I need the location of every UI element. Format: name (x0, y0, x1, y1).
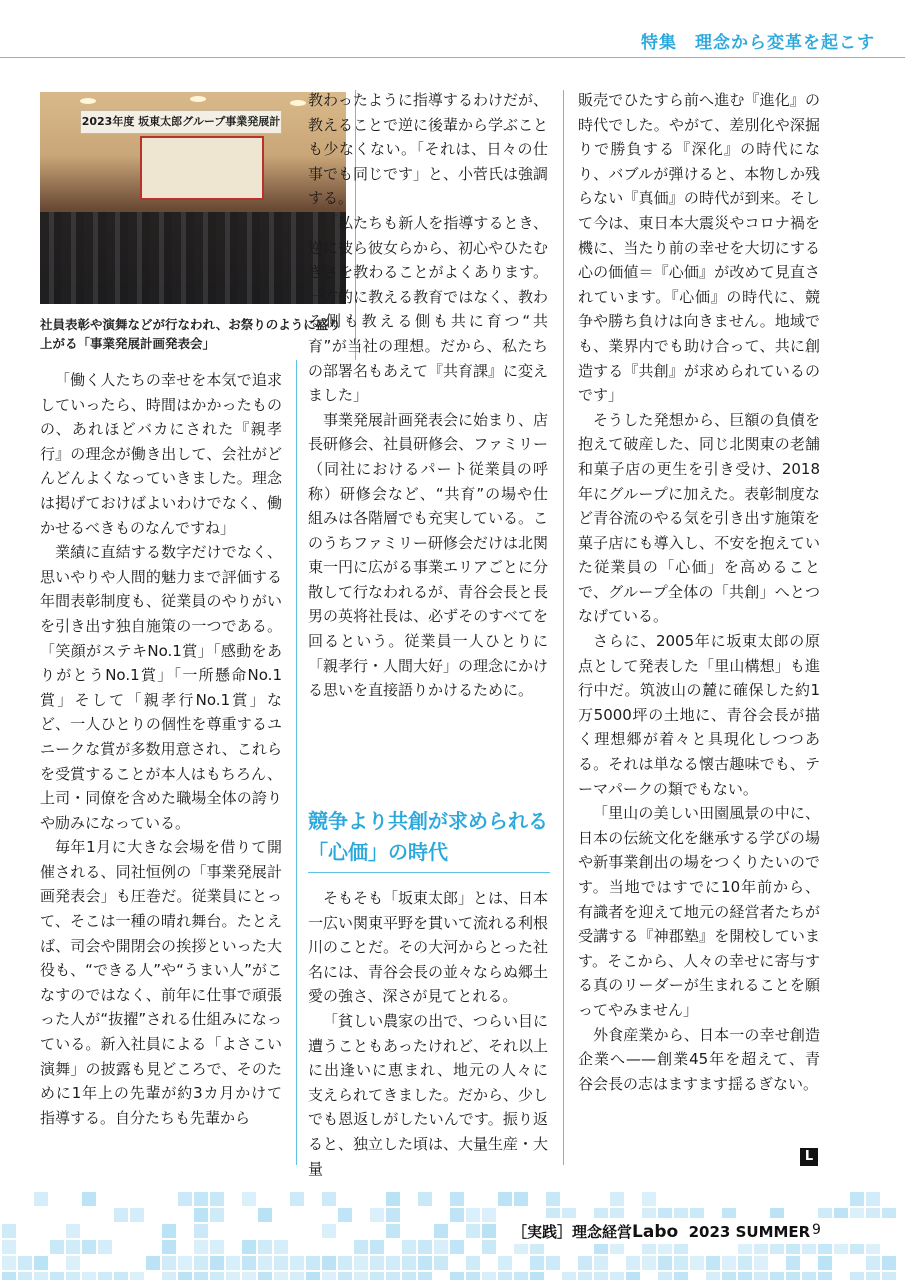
mosaic-tile (386, 1208, 400, 1222)
column-1 (40, 368, 282, 1130)
mosaic-tile (50, 1240, 64, 1254)
mosaic-tile (498, 1192, 512, 1206)
mosaic-tile (658, 1256, 672, 1270)
mosaic-tile (18, 1256, 32, 1270)
mosaic-tile (642, 1192, 656, 1206)
mosaic-tile (242, 1240, 256, 1254)
mosaic-tile (882, 1272, 896, 1280)
mosaic-tile (434, 1256, 448, 1270)
mosaic-tile (386, 1256, 400, 1270)
mosaic-tile (258, 1208, 272, 1222)
mosaic-tile (114, 1272, 128, 1280)
mosaic-tile (418, 1192, 432, 1206)
mosaic-tile (370, 1240, 384, 1254)
column-2-continued (308, 886, 548, 1181)
mosaic-tile (354, 1240, 368, 1254)
mosaic-tile (706, 1256, 720, 1270)
mosaic-tile (466, 1224, 480, 1238)
mosaic-tile (98, 1272, 112, 1280)
mosaic-tile (450, 1192, 464, 1206)
magazine-prefix: ［実践］理念経営 (512, 1223, 633, 1241)
paragraph: 販売でひたすら前へ進む『進化』の時代でした。やがて、差別化や深掘りで勝負する『深化』の時代になり、バブルが弾けると、本物しか残らない『真価』の時代が到来。そして今は、東日本大震災やコロナ禍を機に、当たり前の幸せを大切にする心の価値＝『心価』が改めて見直されています。『心価』の時代に、競争や勝ち負けは向きません。地域でも、業界内でも助け合って、共に創造する『共創』が求められているのです」 (578, 91, 820, 405)
mosaic-tile (34, 1272, 48, 1280)
mosaic-tile (434, 1224, 448, 1238)
mosaic-tile (450, 1240, 464, 1254)
mosaic-tile (722, 1256, 736, 1270)
mosaic-tile (370, 1272, 384, 1280)
mosaic-tile (498, 1272, 512, 1280)
mosaic-tile (354, 1272, 368, 1280)
mosaic-tile (546, 1192, 560, 1206)
mosaic-tile (178, 1256, 192, 1270)
mosaic-tile (850, 1192, 864, 1206)
mosaic-tile (162, 1240, 176, 1254)
mosaic-tile (786, 1272, 800, 1280)
mosaic-tile (418, 1272, 432, 1280)
mosaic-tile (338, 1272, 352, 1280)
mosaic-tile (594, 1256, 608, 1270)
mosaic-tile (338, 1208, 352, 1222)
mosaic-tile (386, 1192, 400, 1206)
mosaic-tile (466, 1272, 480, 1280)
mosaic-tile (818, 1272, 832, 1280)
mosaic-tile (658, 1272, 672, 1280)
mosaic-tile (178, 1192, 192, 1206)
mosaic-tile (2, 1224, 16, 1238)
mosaic-tile (290, 1256, 304, 1270)
mosaic-tile (162, 1224, 176, 1238)
mosaic-tile (754, 1256, 768, 1270)
footer-magazine (512, 1221, 810, 1242)
mosaic-tile (274, 1256, 288, 1270)
mosaic-tile (114, 1208, 128, 1222)
header-rule (0, 57, 905, 58)
mosaic-tile (194, 1208, 208, 1222)
mosaic-tile (242, 1272, 256, 1280)
mosaic-tile (210, 1256, 224, 1270)
mosaic-tile (258, 1240, 272, 1254)
mosaic-tile (802, 1272, 816, 1280)
mosaic-tile (642, 1256, 656, 1270)
mosaic-tile (466, 1208, 480, 1222)
mosaic-tile (82, 1272, 96, 1280)
paragraph: 事業発展計画発表会に始まり、店長研修会、社員研修会、ファミリー（同社におけるパート従業員の呼称）研修会など、“共育”の場や仕組みは各階層でも充実している。このうちファミリー研修会だけは北関東一円に広がる事業エリアごとに分散して行なわれるが、青谷会長と長男の英将社長は、必ずそのすべてを回るという。従業員一人ひとりに「親孝行・人間大好」の理念にかける思いを直接語りかけるために。 (308, 410, 549, 700)
mosaic-tile (322, 1256, 336, 1270)
end-mark-icon: L (800, 1148, 818, 1166)
mosaic-tile (18, 1272, 32, 1280)
mosaic-tile (738, 1256, 752, 1270)
section-rule (308, 872, 550, 873)
mosaic-tile (818, 1256, 832, 1270)
mosaic-tile (482, 1208, 496, 1222)
paragraph: 「私たちも新人を指導するとき、逆に彼ら彼女らから、初心やひたむきさを教わることがよくあります。一方的に教える教育ではなく、教わる側も教える側も共に育つ“共育”が当社の理想。だから、私たちの部署名もあえて『共育課』に変えました」 (308, 213, 549, 405)
mosaic-tile (210, 1272, 224, 1280)
mosaic-tile (610, 1272, 624, 1280)
mosaic-tile (370, 1208, 384, 1222)
mosaic-tile (210, 1208, 224, 1222)
mosaic-tile (354, 1256, 368, 1270)
mosaic-tile (674, 1256, 688, 1270)
mosaic-tile (866, 1192, 880, 1206)
mosaic-tile (194, 1240, 208, 1254)
photo-caption: 社員表彰や演舞などが行なわれ、お祭りのように盛り上がる「事業発展計画発表会」 (40, 317, 341, 351)
mosaic-tile (690, 1256, 704, 1270)
mosaic-tile (66, 1240, 80, 1254)
mosaic-tile (882, 1256, 896, 1270)
mosaic-tile (754, 1272, 768, 1280)
mosaic-tile (866, 1272, 880, 1280)
mosaic-tile (226, 1256, 240, 1270)
mosaic-tile (738, 1272, 752, 1280)
mosaic-tile (466, 1256, 480, 1270)
section-title: 特集 理念から変革を起こす (641, 33, 875, 53)
mosaic-tile (850, 1272, 864, 1280)
magazine-lab: Labo (632, 1222, 679, 1242)
photo-banner: 2023年度 坂東太郎グループ事業発展計 (80, 110, 282, 134)
paragraph: そうした発想から、巨額の負債を抱えて破産した、同じ北関東の老舗和菓子店の更生を引き受け、2018年にグループに加えた。表彰制度など青谷流のやる気を引き出す施策を菓子店にも導入し、不安を抱えていた従業員の「心価」を高めることで、グループ全体の「共創」へとつなげている。 (578, 410, 820, 626)
mosaic-tile (386, 1224, 400, 1238)
mosaic-tile (402, 1240, 416, 1254)
ceiling-light (80, 98, 96, 104)
mosaic-tile (274, 1240, 288, 1254)
paragraph: さらに、2005年に坂東太郎の原点として発表した「里山構想」も進行中だ。筑波山の麓に確保した約1万5000坪の土地に、青谷会長が描く理想郷が着々と具現化しつつある。それは単なる懐古趣味でも、テーマパークの類でもない。 (578, 632, 820, 798)
mosaic-tile (194, 1192, 208, 1206)
paragraph: 業績に直結する数字だけでなく、思いやりや人間的魅力まで評価する年間表彰制度も、従業員のやりがいを引き出す独自施策の一つである。「笑顔がステキNo.1賞」「感動をありがとうNo.1賞」「一所懸命No.1賞」そして「親孝行No.1賞」など、一人ひとりの個性を尊重するユニークな賞が多数用意され、これらを受賞することが本人はもちろん、上司・同僚を含めた職場全体の誇りや励みになっている。 (40, 543, 282, 832)
mosaic-tile (546, 1256, 560, 1270)
mosaic-tile (50, 1272, 64, 1280)
mosaic-tile (866, 1256, 880, 1270)
mosaic-tile (194, 1256, 208, 1270)
mosaic-tile (130, 1272, 144, 1280)
mosaic-tile (2, 1256, 16, 1270)
mosaic-tile (402, 1256, 416, 1270)
mosaic-tile (226, 1272, 240, 1280)
ceiling-light (290, 100, 306, 106)
mosaic-tile (338, 1256, 352, 1270)
mosaic-tile (386, 1272, 400, 1280)
ceiling-light (190, 96, 206, 102)
mosaic-tile (34, 1256, 48, 1270)
mosaic-tile (434, 1240, 448, 1254)
mosaic-tile (194, 1224, 208, 1238)
mosaic-tile (306, 1256, 320, 1270)
paragraph: 「里山の美しい田園風景の中に、日本の伝統文化を継承する学びの場や新事業創出の場をつくりたいのです。当地ではすでに10年前から、有識者を迎えて地元の経営者たちが受講する『神郡塾』を開校しています。そこから、人々の幸せに寄与する真のリーダーが生まれることを願ってやみません」 (578, 804, 820, 1019)
mosaic-tile (722, 1272, 736, 1280)
mosaic-tile (178, 1272, 192, 1280)
column-3 (578, 88, 820, 1096)
column-2 (308, 88, 548, 703)
mosaic-tile (418, 1256, 432, 1270)
mosaic-tile (514, 1192, 528, 1206)
mosaic-tile (578, 1272, 592, 1280)
paragraph: 教わったように指導するわけだが、教えることで逆に後輩から学ぶことも少なくない。「それは、日々の仕事でも同じです」と、小菅氏は強調する。 (308, 91, 549, 208)
mosaic-tile (450, 1272, 464, 1280)
mosaic-tile (242, 1256, 256, 1270)
mosaic-tile (66, 1256, 80, 1270)
stage-board (140, 136, 264, 200)
mosaic-tile (98, 1240, 112, 1254)
mosaic-tile (626, 1272, 640, 1280)
section-heading-line: 「心価」の時代 (308, 840, 448, 864)
mosaic-tile (34, 1192, 48, 1206)
mosaic-tile (162, 1256, 176, 1270)
mosaic-tile (770, 1272, 784, 1280)
paragraph: そもそも「坂東太郎」とは、日本一広い関東平野を貫いて流れる利根川のことだ。その大河からとった社名には、青谷会長の並々ならぬ郷土愛の強さ、深さが見てとれる。 (308, 889, 549, 1006)
mosaic-tile (274, 1272, 288, 1280)
magazine-issue: 2023 SUMMER (688, 1223, 811, 1241)
mosaic-tile (322, 1224, 336, 1238)
mosaic-tile (66, 1224, 80, 1238)
mosaic-tile (82, 1192, 96, 1206)
page-number: 9 (812, 1222, 821, 1238)
paragraph: 外食産業から、日本一の幸せ創造企業へ——創業45年を超えて、青谷会長の志はますます揺るぎない。 (578, 1025, 820, 1093)
section-heading-line: 競争より共創が求められる (308, 809, 548, 833)
mosaic-tile (2, 1240, 16, 1254)
mosaic-tile (130, 1208, 144, 1222)
column-divider (296, 360, 297, 1165)
mosaic-tile (610, 1192, 624, 1206)
mosaic-tile (194, 1272, 208, 1280)
mosaic-tile (322, 1192, 336, 1206)
mosaic-tile (514, 1272, 528, 1280)
mosaic-tile (290, 1192, 304, 1206)
mosaic-tile (210, 1192, 224, 1206)
paragraph: 「貧しい農家の出で、つらい目に遭うこともあったけれど、それ以上に出逢いに恵まれ、地元の人々に支えられてきました。だから、少しでも恩返しがしたいんです。振り返ると、独立した頃は、大量生産・大量 (308, 1011, 549, 1178)
mosaic-tile (258, 1256, 272, 1270)
mosaic-tile (674, 1272, 688, 1280)
paragraph: 「働く人たちの幸せを本気で追求していったら、時間はかかったものの、あれほどバカにされた『親孝行』の理念が働き出して、会社がどんどんよくなっていきました。理念は掲げておけばよいわけでなく、働かせるべきものなんですね」 (40, 371, 282, 537)
mosaic-tile (594, 1272, 608, 1280)
section-heading (308, 806, 548, 868)
mosaic-tile (482, 1240, 496, 1254)
mosaic-tile (482, 1224, 496, 1238)
mosaic-tile (146, 1256, 160, 1270)
event-photo (40, 92, 346, 304)
mosaic-tile (530, 1256, 544, 1270)
mosaic-tile (258, 1272, 272, 1280)
mosaic-tile (290, 1272, 304, 1280)
column-divider (563, 90, 564, 1165)
mosaic-tile (242, 1192, 256, 1206)
mosaic-tile (370, 1256, 384, 1270)
paragraph: 毎年1月に大きな会場を借りて開催される、同社恒例の「事業発展計画発表会」も圧巻だ。従業員にとって、そこは一種の晴れ舞台。たとえば、司会や開閉会の挨拶といった大役も、“できる人”や“うまい人”がこなすのではなく、前年に仕事で頑張った人が“抜擢”される仕組みになっている。新入社員による「よさこい演舞」の披露も見どころで、そのために1年上の先輩が約3カ月かけて指導する。自分たちも先輩から (40, 838, 282, 1127)
header-band (0, 0, 905, 58)
mosaic-tile (530, 1272, 544, 1280)
mosaic-tile (66, 1272, 80, 1280)
audience (40, 212, 346, 304)
mosaic-tile (450, 1208, 464, 1222)
mosaic-tile (402, 1272, 416, 1280)
mosaic-tile (562, 1272, 576, 1280)
mosaic-tile (418, 1240, 432, 1254)
mosaic-tile (706, 1272, 720, 1280)
mosaic-tile (578, 1256, 592, 1270)
mosaic-tile (498, 1256, 512, 1270)
mosaic-tile (626, 1256, 640, 1270)
mosaic-tile (322, 1272, 336, 1280)
mosaic-tile (306, 1272, 320, 1280)
mosaic-tile (482, 1272, 496, 1280)
mosaic-tile (162, 1272, 176, 1280)
mosaic-tile (82, 1240, 96, 1254)
mosaic-tile (210, 1240, 224, 1254)
mosaic-tile (2, 1272, 16, 1280)
mosaic-tile (786, 1256, 800, 1270)
